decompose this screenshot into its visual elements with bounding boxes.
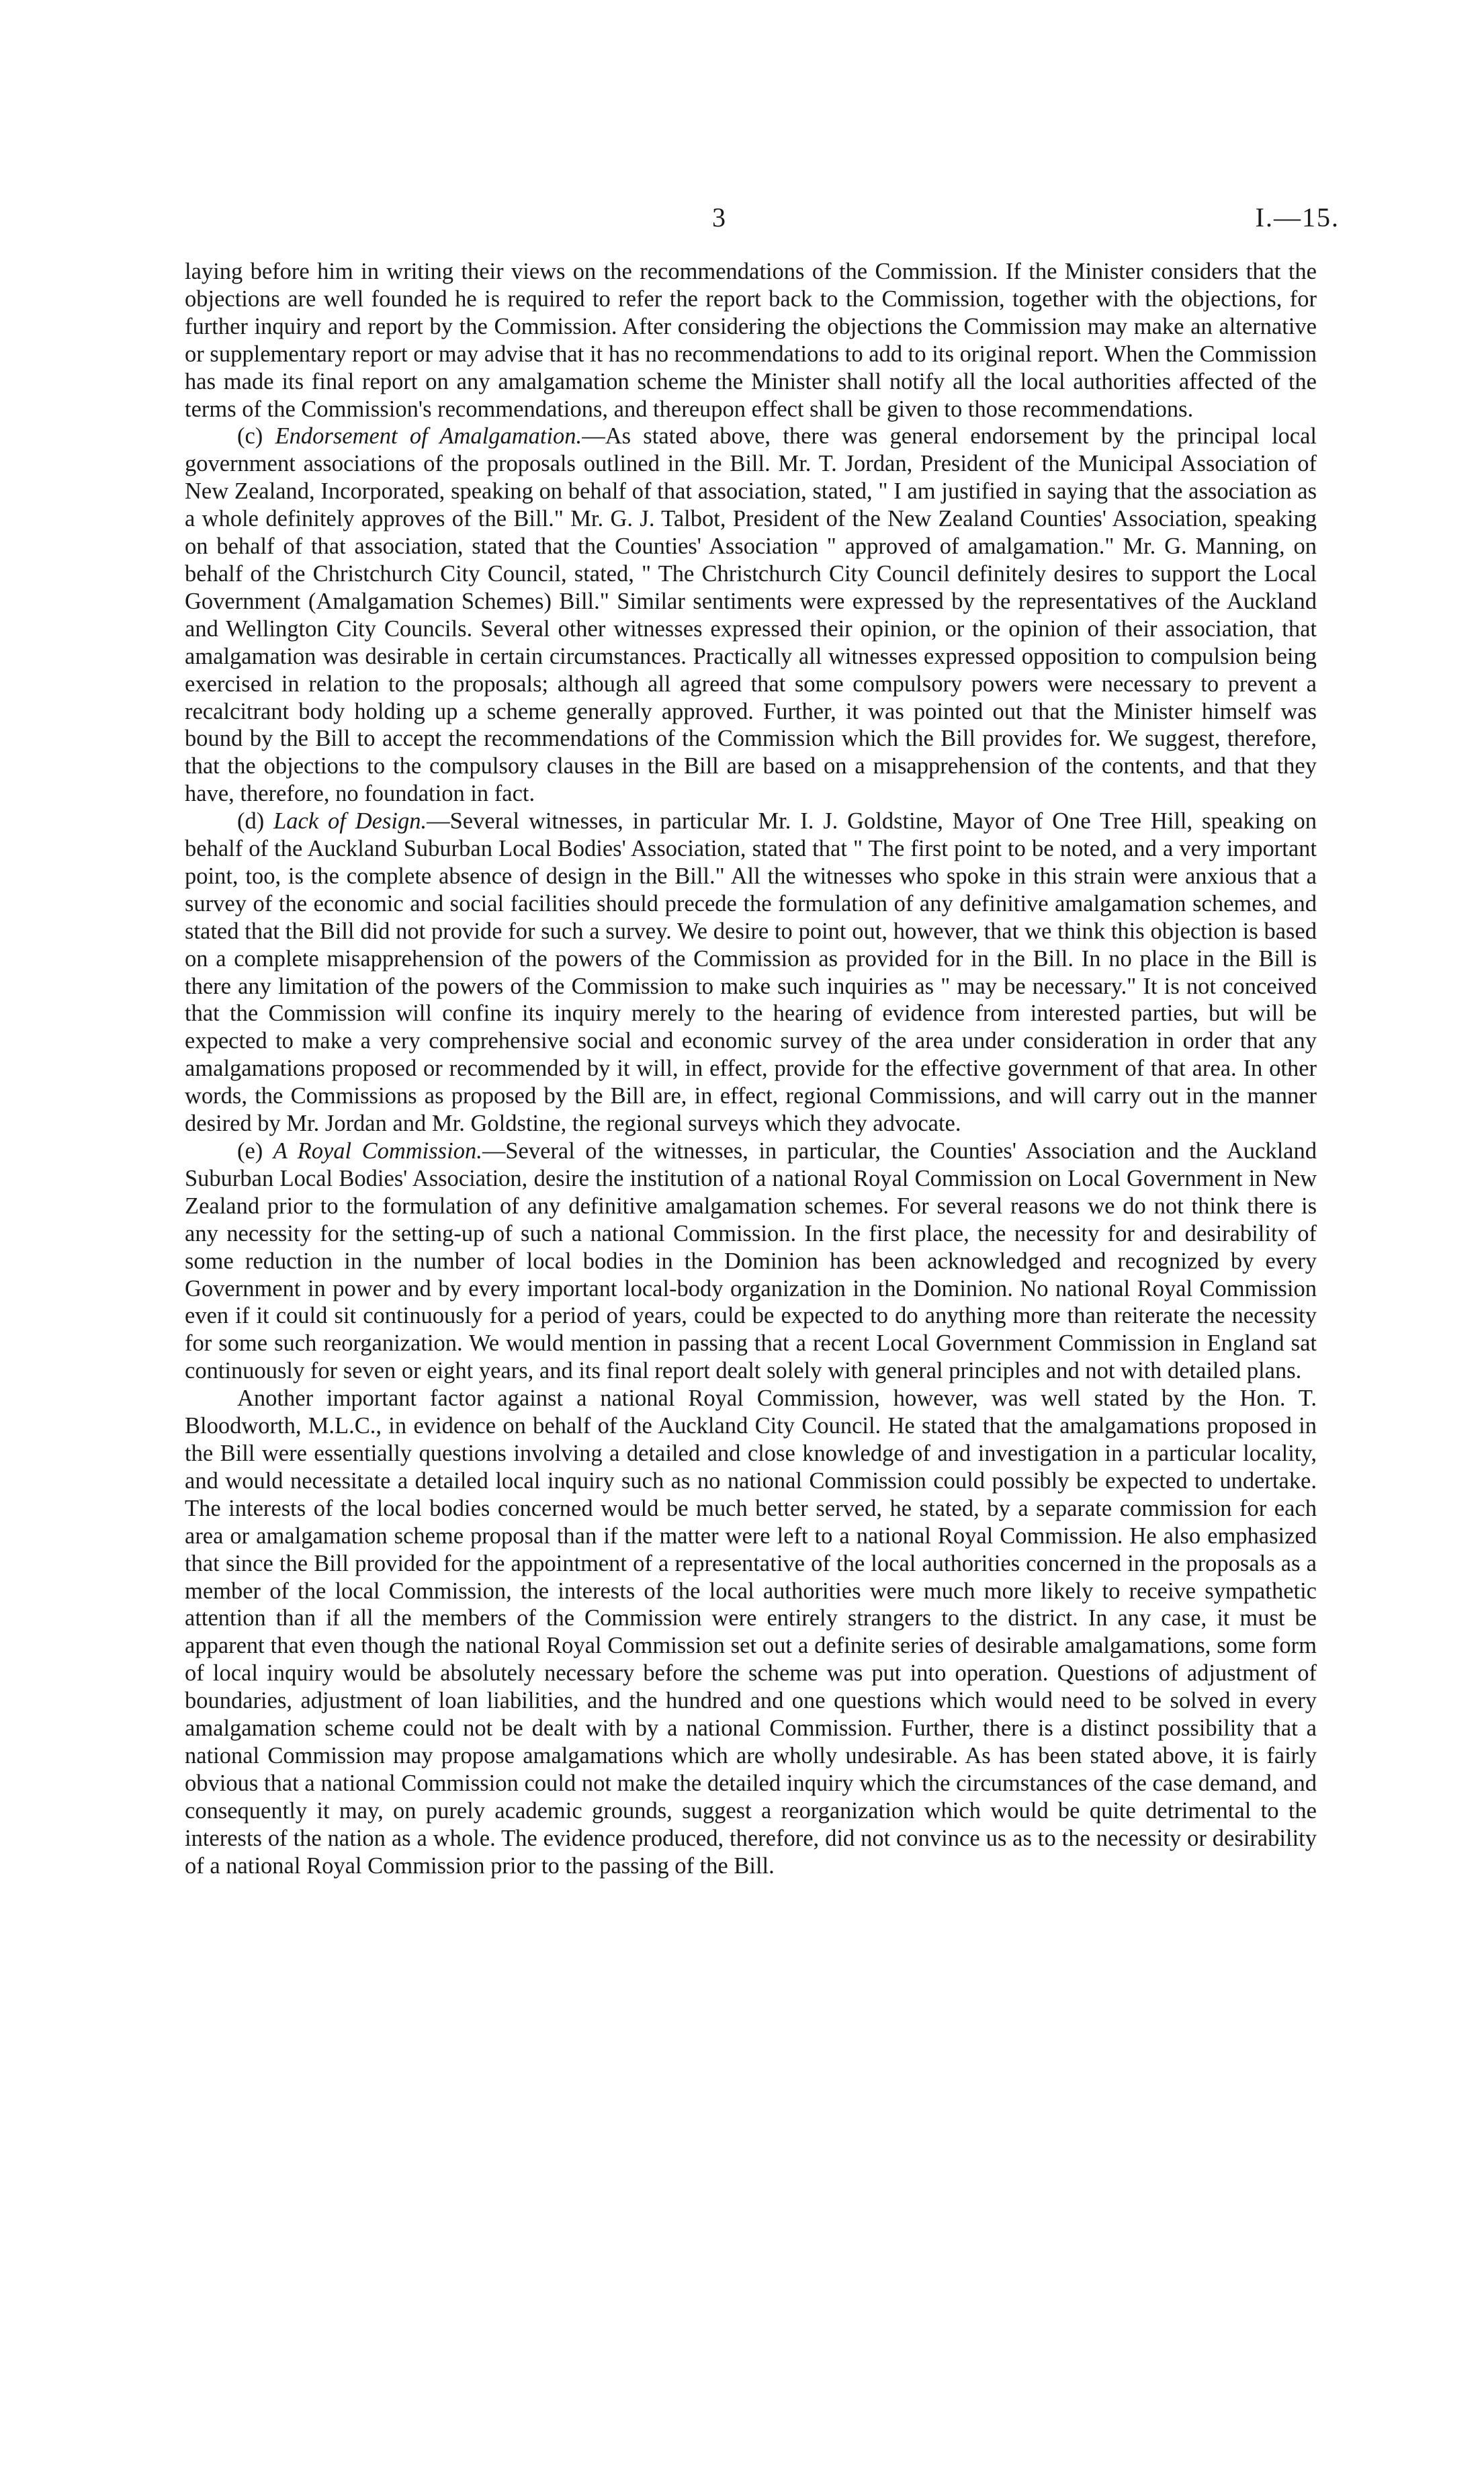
paragraph-lack-of-design	[185, 808, 1317, 1138]
section-heading: Lack of Design.	[273, 808, 427, 835]
paragraph-text: Another important factor against a national Royal Commission, however, was well stated by the Hon. T. Bloodworth, M.L.C., in evidence on behalf of the Auckland City Council. He stated that the amalgamations proposed in the Bill were essentially questions involving a detailed and close knowledge of and investigation in a particular locality, and would necessitate a detailed local inquiry such as no national Commission could possibly be expected to undertake. The interests of the local bodies concerned would be much better served, he stated, by a separate commission for each area or amalgamation scheme proposal than if the matter were left to a national Royal Commission. He also emphasized that since the Bill provided for the appointment of a representative of the local authorities concerned in the proposals as a member of the local Commission, the interests of the local authorities were much more likely to receive sympathetic attention than if all the members of the Commission were entirely strangers to the district. In any case, it must be apparent that even though the national Royal Commission set out a definite series of desirable amalgamations, some form of local inquiry would be absolutely necessary before the scheme was put into operation. Questions of adjustment of boundaries, adjustment of loan liabilities, and the hundred and one questions which would need to be solved in every amalgamation scheme could not be dealt with by a national Commission. Further, there is a distinct possibility that a national Commission may propose amalgamations which are wholly undesirable. As has been stated above, it is fairly obvious that a national Commission could not make the detailed inquiry which the circumstances of the case demand, and consequently it may, on purely academic grounds, suggest a reorganization which would be quite detrimental to the interests of the nation as a whole. The evidence produced, therefore, did not convince us as to the necessity or desirability of a national Royal Commission prior to the passing of the Bill.	[185, 1385, 1317, 1879]
paragraph-text: laying before him in writing their views on the recommendations of the Commission. If the Minister considers that the objections are well founded he is required to refer the report back to the Commission, together with the objections, for further inquiry and report by the Commission. After considering the objections the Commission may make an alternative or supplementary report or may advise that it has no recommendations to add to its original report. When the Commission has made its final report on any amalgamation scheme the Minister shall notify all the local authorities affected of the terms of the Commission's recommendations, and thereupon effect shall be given to those recommendations.	[185, 259, 1317, 422]
body-text	[185, 258, 1317, 1879]
paragraph-another-important-factor	[185, 1385, 1317, 1879]
section-label: (e)	[237, 1138, 273, 1164]
section-label: (c)	[237, 423, 275, 450]
page-number: 3	[712, 202, 726, 232]
paragraph-endorsement-of-amalgamation	[185, 423, 1317, 808]
paragraph-continuation	[185, 258, 1317, 423]
document-reference: I.—15.	[1255, 202, 1340, 232]
paragraph-text: —Several of the witnesses, in particular, the Counties' Association and the Auckland Suburban Local Bodies' Association, desire the institution of a national Royal Commission on Local Government in New Zealand prior to the formulation of any definitive amalgamation schemes. For several reasons we do not think there is any necessity for the setting-up of such a national Commission. In the first place, the necessity for and desirability of some reduction in the number of local bodies in the Dominion has been acknowledged and recognized by every Government in power and by every important local-body organization in the Dominion. No national Royal Commission even if it could sit continuously for a period of years, could be expected to do anything more than reiterate the necessity for some such reorganization. We would mention in passing that a recent Local Government Commission in England sat continuously for seven or eight years, and its final report dealt solely with general principles and not with detailed plans.	[185, 1138, 1317, 1384]
paragraph-text: —Several witnesses, in particular Mr. I. J. Goldstine, Mayor of One Tree Hill, speaking on behalf of the Auckland Suburban Local Bodies' Association, stated that " The first point to be noted, and a very important point, too, is the complete absence of design in the Bill." All the witnesses who spoke in this strain were anxious that a survey of the economic and social facilities should precede the formulation of any definitive amalgamation schemes, and stated that the Bill did not provide for such a survey. We desire to point out, however, that we think this objection is based on a complete misapprehension of the powers of the Commission as provided for in the Bill. In no place in the Bill is there any limitation of the powers of the Commission to make such inquiries as " may be necessary." It is not conceived that the Commission will confine its inquiry merely to the hearing of evidence from interested parties, but will be expected to make a very comprehensive social and economic survey of the area under consideration in order that any amalgamations proposed or recommended by it will, in effect, provide for the effective government of that area. In other words, the Commissions as proposed by the Bill are, in effect, regional Commissions, and will carry out in the manner desired by Mr. Jordan and Mr. Goldstine, the regional surveys which they advocate.	[185, 808, 1317, 1137]
section-heading: A Royal Commission.	[273, 1138, 482, 1164]
section-label: (d)	[237, 808, 274, 835]
paragraph-text: —As stated above, there was general endorsement by the principal local government associations of the proposals outlined in the Bill. Mr. T. Jordan, President of the Municipal Association of New Zealand, Incorporated, speaking on behalf of that association, stated, " I am justified in saying that the association as a whole definitely approves of the Bill." Mr. G. J. Talbot, President of the New Zealand Counties' Association, speaking on behalf of that association, stated that the Counties' Association " approved of amalgamation." Mr. G. Manning, on behalf of the Christchurch City Council, stated, " The Christchurch City Council definitely desires to support the Local Government (Amalgamation Schemes) Bill." Similar sentiments were expressed by the representatives of the Auckland and Wellington City Councils. Several other witnesses expressed their opinion, or the opinion of their association, that amalgamation was desirable in certain circumstances. Practically all witnesses expressed opposition to compulsion being exercised in relation to the proposals; although all agreed that some compulsory powers were necessary to prevent a recalcitrant body holding up a scheme generally approved. Further, it was pointed out that the Minister himself was bound by the Bill to accept the recommendations of the Commission which the Bill provides for. We suggest, therefore, that the objections to the compulsory clauses in the Bill are based on a misapprehension of the contents, and that they have, therefore, no foundation in fact.	[185, 423, 1317, 807]
paragraph-a-royal-commission	[185, 1138, 1317, 1385]
section-heading: Endorsement of Amalgamation.	[275, 423, 582, 450]
